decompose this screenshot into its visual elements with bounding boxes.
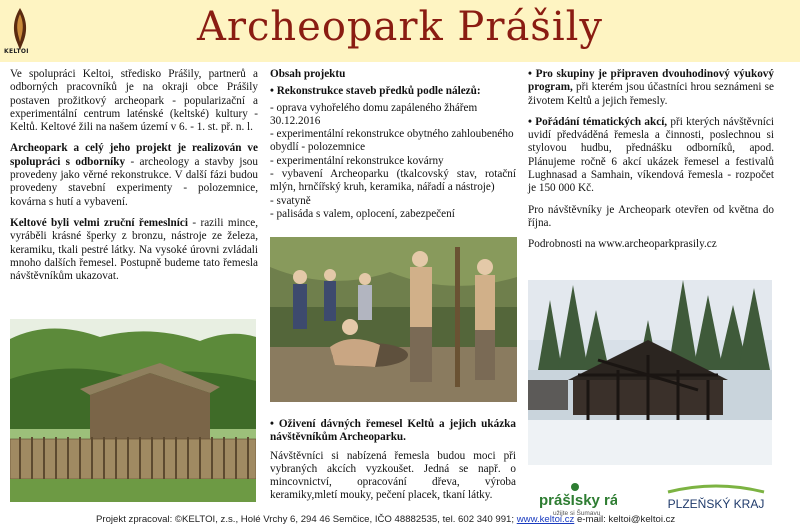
groups-bold: • Pro skupiny je připraven dvouhodinový výukový program, [528,68,774,94]
prasilsky-raj-logo [537,482,617,522]
groups-text: při kterém jsou účastníci hrou seznámeni se životem Keltů a jejich řemesly. [528,81,774,107]
column-project [270,68,516,221]
events-text: při kterých návštěvníci uvidí předváděná řemesla a činnosti, poslechnou si stylovou hudbu, přednášku odborníků, apod. Plánujeme ročně 6 akcí ukázek řemesel a festivalů Lughnasad a Samhain, víkendová řemesla - rozpočet je 150 000 Kč. [528,115,774,195]
page-title: Archeopark Prášily [196,4,604,50]
reconstruction-list [270,102,516,222]
photo-palisade [10,319,256,502]
intro-paragraph: Ve spolupráci Keltoi, středisko Prášily, partnerů a odborných pracovníků je na okraji obce Prášily postaven prožitkový archeopark - popularizační a experimentální centrum laténské (keltské) kultury - Keltů. Keltové žili na našem území v 6. - 1. st. př. n. l. [10,68,258,134]
opening-paragraph: Pro návštěvníky je Archeopark otevřen od května do října. [528,203,774,229]
list-item: - experimentální rekonstrukce kovárny [270,154,444,167]
cooperation-paragraph [10,142,258,208]
reconstruction-heading: • Rekonstrukce staveb předků podle nálezů: [270,85,481,98]
header-banner [0,0,800,62]
list-item: - vybavení Archeoparku (tkalcovský stav, rotační mlýn, hrnčířský kruh, keramika, nářadí a nástroje) [270,168,516,194]
cooperation-bold: Archeopark a celý jeho projekt je realizován ve spolupráci s odborníky [10,142,258,168]
column-revival [270,418,516,511]
footer-text: Projekt zpracoval: ©KELTOI, z.s., Holé Vrchy 6, 294 46 Semčice, IČO 48882535, tel. 602 340 991; [96,514,517,525]
photo-burned-house [528,280,772,465]
revival-paragraph: Návštěvníci si nabízená řemesla budou moci při vybraných akcích vyzkoušet. Jedná se např. o mincovnictví, opracování dřeva, výroba keramiky,mletí mouky, pečení placek, tkaní látky. [270,449,516,502]
prasilsky-raj-text: prášIsky ráj [539,492,617,509]
events-bold: • Pořádání tématických akcí, [528,115,668,128]
revival-heading: • Oživení dávných řemesel Keltů a jejich ukázka návštěvníkům Archeoparku. [270,418,516,444]
crafts-bold: Keltové byli velmi zruční řemeslníci [10,216,188,229]
list-item: - oprava vyhořelého domu zapáleného žhářem 30.12.2016 [270,101,478,127]
crafts-paragraph [10,217,258,283]
plzensky-kraj-logo [658,484,774,514]
list-item: - palisáda s valem, oplocení, zabezpečení [270,207,455,220]
column-programs [528,68,774,260]
keltoi-link[interactable]: www.keltoi.cz [516,514,575,525]
footer-email: e-mail: keltoi@keltoi.cz [574,514,676,525]
project-heading: Obsah projektu [270,68,346,80]
photo-crafts-demo [270,237,517,402]
list-item: - experimentální rekonstrukce obytného zahloubeného obydlí - polozemnice [270,128,514,154]
crafts-text: - razili mince, vyráběli krásné šperky z bronzu, nástroje ze železa, keramiku, tkali pestré látky. Na vysoké úrovni zvládali mnoho dalších řemesel. Postupně budeme tato řemesla návštěvníkům ukazovat. [10,216,258,283]
logo-text: KELTOI [4,48,29,55]
prasilsky-raj-subtext: užijte si Šumavu [553,510,601,517]
events-paragraph [528,116,774,196]
cooperation-text: - archeology a stavby jsou provedeny jako věrné rekonstrukce. V další fázi budou provedeny stavební experimenty - polozemnice, kovárna s hutí a vybavení. [10,155,258,208]
column-intro [10,68,258,291]
details-paragraph: Podrobnosti na www.archeoparkprasily.cz [528,238,717,251]
list-item: - svatyně [270,194,311,207]
groups-paragraph [528,68,774,108]
plzensky-kraj-text: PLZEŇSKÝ KRAJ [667,497,765,511]
